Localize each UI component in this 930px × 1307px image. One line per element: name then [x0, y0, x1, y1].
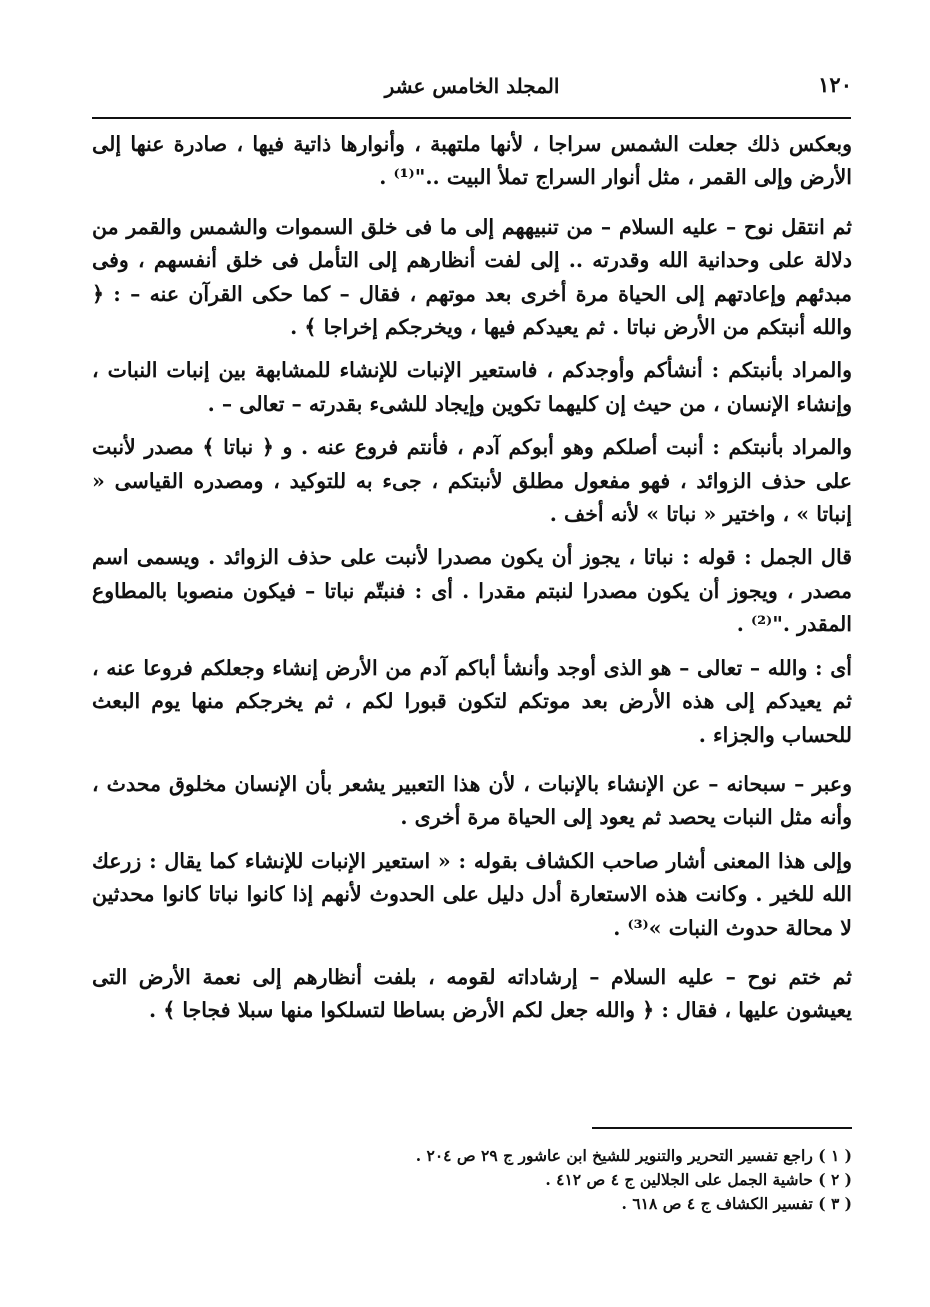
page-number: ١٢٠ — [818, 72, 852, 97]
paragraph: وإلى هذا المعنى أشار صاحب الكشاف بقوله : « استعير الإنبات للإنشاء كما يقال : زرعك الله للخير . وكانت هذه الاستعارة أدل دليل على الحدوث لأنهم إذا كانوا نباتا كانوا محدثين لا محالة حدوث النبات »⁽³⁾ . — [92, 848, 852, 940]
main-text — [92, 128, 852, 1038]
footnote: ( ٢ ) حاشية الجمل على الجلالين ج ٤ ص ٤١٢ . — [545, 1170, 852, 1189]
header-divider — [92, 117, 851, 119]
paragraph: ثم انتقل نوح – عليه السلام – من تنبيههم إلى ما فى خلق السموات والشمس والقمر من دلالة على وحدانية الله وقدرته .. إلى لفت أنظارهم إلى التأمل فى خلق أنفسهم ، وفى مبدئهم وإعادتهم إلى الحياة مرة أخرى بعد موتهم ، فقال – كما حكى القرآن عنه – : ﴿ والله أنبتكم من الأرض نباتا . ثم يعيدكم فيها ، ويخرجكم إخراجا ﴾ . — [92, 214, 852, 340]
footnote: ( ١ ) راجع تفسير التحرير والتنوير للشيخ ابن عاشور ج ٢٩ ص ٢٠٤ . — [415, 1146, 852, 1165]
paragraph: والمراد بأنبتكم : أنشأكم وأوجدكم ، فاستعير الإنبات للإنشاء للمشابهة بين إنبات النبات ، وإنشاء الإنسان ، من حيث إن كليهما تكوين وإيجاد للشىء بقدرته – تعالى – . — [92, 358, 852, 416]
volume-title: المجلد الخامس عشر — [384, 74, 560, 98]
footnotes — [92, 1144, 852, 1216]
footnote: ( ٣ ) تفسير الكشاف ج ٤ ص ٦١٨ . — [621, 1194, 852, 1213]
page-header — [92, 62, 852, 102]
paragraph: قال الجمل : قوله : نباتا ، يجوز أن يكون مصدرا لأنبت على حذف الزوائد . ويسمى اسم مصدر ، ويجوز أن يكون مصدرا لنبتم مقدرا . أى : فنبتّم نباتا – فيكون منصوبا بالمطاوع المقدر ."⁽²⁾ . — [92, 545, 852, 637]
paragraph: وبعكس ذلك جعلت الشمس سراجا ، لأنها ملتهبة ، وأنوارها ذاتية فيها ، صادرة عنها إلى الأرض وإلى القمر ، مثل أنوار السراج تملأ البيت .."⁽¹⁾ . — [92, 132, 852, 190]
paragraph: أى : والله – تعالى – هو الذى أوجد وأنشأ أباكم آدم من الأرض إنشاء وجعلكم فروعا عنه ، ثم يعيدكم إلى هذه الأرض بعد موتكم لتكون قبورا لكم ، ثم يخرجكم منها يوم البعث للحساب والجزاء . — [92, 655, 852, 747]
paragraph: وعبر – سبحانه – عن الإنشاء بالإنبات ، لأن هذا التعبير يشعر بأن الإنسان مخلوق محدث ، وأنه مثل النبات يحصد ثم يعود إلى الحياة مرة أخرى . — [92, 771, 852, 830]
paragraph: والمراد بأنبتكم : أنبت أصلكم وهو أبوكم آدم ، فأنتم فروع عنه . و ﴿ نباتا ﴾ مصدر لأنبت على حذف الزوائد ، فهو مفعول مطلق لأنبتكم ، جىء به للتوكيد ، ومصدره القياسى « إنباتا » ، واختير « نباتا » لأنه أخف . — [92, 435, 852, 527]
footnote-divider — [592, 1127, 852, 1129]
paragraph: ثم ختم نوح – عليه السلام – إرشاداته لقومه ، بلفت أنظارهم إلى نعمة الأرض التى يعيشون عليها ، فقال : ﴿ والله جعل لكم الأرض بساطا لتسلكوا منها سبلا فجاجا ﴾ . — [92, 964, 852, 1023]
